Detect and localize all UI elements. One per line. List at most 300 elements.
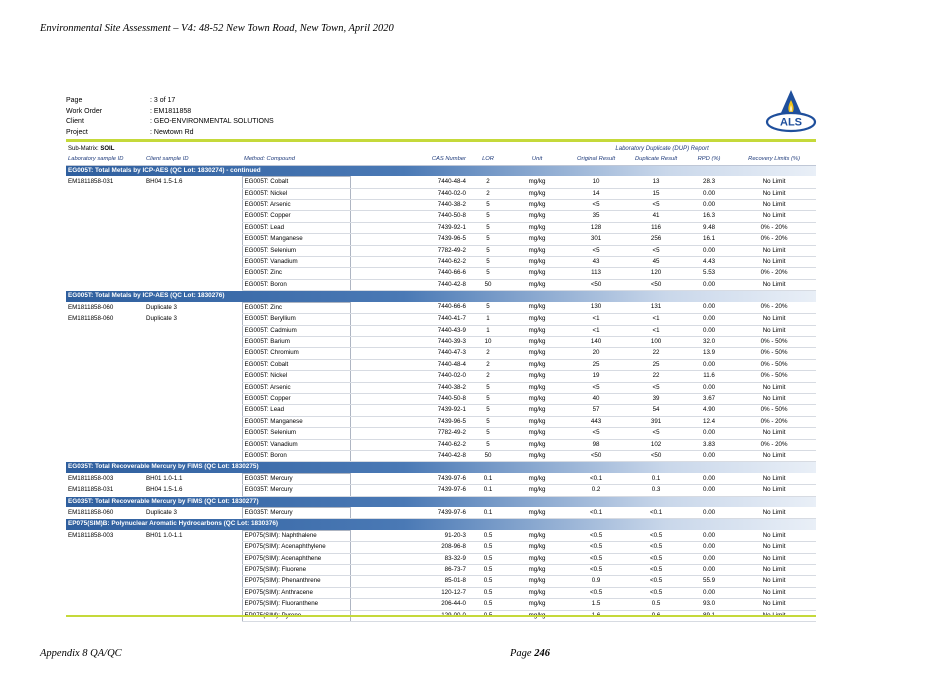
page-number: 246: [534, 648, 550, 659]
cell-rpd: 55.9: [686, 576, 732, 587]
table-row: [66, 359, 816, 370]
cell-method-compound: EG005T: Lead: [242, 222, 350, 233]
cell-method-compound: EG005T: Selenium: [242, 245, 350, 256]
cell-original-result: <5: [566, 428, 626, 439]
cell-rpd: 3.83: [686, 439, 732, 450]
cell-client-sample-id: [144, 211, 242, 222]
cell-client-sample-id: [144, 348, 242, 359]
cell-method-compound: EG035T: Mercury: [242, 485, 350, 496]
cell-unit: mg/kg: [508, 200, 566, 211]
cell-rpd: 0.00: [686, 302, 732, 313]
cell-recovery-limits: No Limit: [732, 325, 816, 336]
cell-method-compound: EG005T: Manganese: [242, 416, 350, 427]
page-label: Page: [510, 648, 532, 659]
cell-recovery-limits: No Limit: [732, 473, 816, 484]
table-row: [66, 587, 816, 598]
cell-client-sample-id: [144, 234, 242, 245]
cell-cas-number: 7440-02-0: [350, 371, 468, 382]
submatrix-cell: [66, 144, 508, 154]
cell-unit: mg/kg: [508, 450, 566, 461]
duplicate-report-table: [66, 144, 816, 622]
section-title: EG005T: Total Metals by ICP-AES (QC Lot: 1830274) - continued: [66, 165, 816, 176]
cell-duplicate-result: 0.1: [626, 473, 686, 484]
cell-lab-sample-id: [66, 405, 144, 416]
cell-lor: 10: [468, 336, 508, 347]
cell-duplicate-result: <5: [626, 428, 686, 439]
cell-cas-number: 7440-39-3: [350, 336, 468, 347]
cell-client-sample-id: [144, 188, 242, 199]
cell-lab-sample-id: EM1811858-060: [68, 509, 114, 516]
cell-lor: 0.5: [468, 553, 508, 564]
cell-unit: mg/kg: [508, 257, 566, 268]
cell-duplicate-result: <0.5: [626, 553, 686, 564]
cell-rpd: 9.48: [686, 222, 732, 233]
col-recovery-limits: Recovery Limits (%): [732, 154, 816, 165]
cell-method-compound: EG005T: Vanadium: [242, 439, 350, 450]
cell-cas-number: 7440-38-2: [350, 200, 468, 211]
cell-client-sample-id: [144, 416, 242, 427]
meta-label: Client: [66, 118, 84, 125]
cell-duplicate-result: 131: [626, 302, 686, 313]
cell-method-compound: EG005T: Barium: [242, 336, 350, 347]
table-row: [66, 245, 816, 256]
cell-duplicate-result: 45: [626, 257, 686, 268]
cell-duplicate-result: 391: [626, 416, 686, 427]
cell-cas-number: 7439-96-5: [350, 234, 468, 245]
cell-method-compound: EP075(SIM): Phenanthrene: [242, 576, 350, 587]
cell-cas-number: 7440-41-7: [350, 314, 468, 325]
cell-cas-number: 7440-43-9: [350, 325, 468, 336]
table-row: [66, 371, 816, 382]
cell-rpd: 4.43: [686, 257, 732, 268]
cell-cas-number: 7440-50-8: [350, 393, 468, 404]
table-row: [66, 428, 816, 439]
cell-lab-sample-id: [66, 393, 144, 404]
cell-method-compound: EG005T: Copper: [242, 211, 350, 222]
cell-method-compound: EG005T: Boron: [242, 279, 350, 290]
cell-client-sample-id: [144, 428, 242, 439]
cell-duplicate-result: 102: [626, 439, 686, 450]
cell-original-result: <0.5: [566, 553, 626, 564]
cell-original-result: 130: [566, 302, 626, 313]
cell-lab-sample-id: [66, 325, 144, 336]
cell-lor: 0.5: [468, 576, 508, 587]
cell-rpd: 0.00: [686, 565, 732, 576]
cell-original-result: 0.2: [566, 485, 626, 496]
cell-duplicate-result: 256: [626, 234, 686, 245]
cell-cas-number: 7439-97-6: [350, 485, 468, 496]
cell-lab-sample-id: [66, 450, 144, 461]
cell-original-result: 10: [566, 177, 626, 188]
cell-original-result: 19: [566, 371, 626, 382]
cell-unit: mg/kg: [508, 268, 566, 279]
cell-original-result: 301: [566, 234, 626, 245]
cell-duplicate-result: 22: [626, 371, 686, 382]
meta-row: [66, 96, 274, 107]
cell-rpd: 0.00: [686, 279, 732, 290]
cell-lab-sample-id: [66, 587, 144, 598]
cell-client-sample-id: [144, 450, 242, 461]
cell-lor: 2: [468, 359, 508, 370]
cell-lor: 5: [468, 382, 508, 393]
cell-lor: 5: [468, 234, 508, 245]
cell-unit: mg/kg: [508, 587, 566, 598]
cell-lor: 0.5: [468, 587, 508, 598]
header-rule: [66, 139, 816, 142]
cell-cas-number: 7439-92-1: [350, 405, 468, 416]
footer-rule: [66, 615, 816, 617]
als-logo: [764, 88, 818, 134]
table-row: [66, 508, 816, 519]
section-title: EP075(SIM)B: Polynuclear Aromatic Hydrocarbons (QC Lot: 1830376): [66, 519, 816, 530]
document-header: Environmental Site Assessment – V4: 48-52 New Town Road, New Town, April 2020: [40, 23, 394, 34]
cell-method-compound: EG005T: Nickel: [242, 188, 350, 199]
cell-cas-number: 7440-66-6: [350, 302, 468, 313]
meta-label: Page: [66, 97, 83, 104]
cell-lab-sample-id: [66, 188, 144, 199]
cell-lor: 5: [468, 439, 508, 450]
cell-rpd: 0.00: [686, 245, 732, 256]
cell-original-result: 443: [566, 416, 626, 427]
cell-recovery-limits: 0% - 20%: [732, 416, 816, 427]
cell-lab-sample-id: [66, 268, 144, 279]
cell-cas-number: 120-12-7: [350, 587, 468, 598]
report-meta: [66, 96, 274, 138]
cell-lor: 5: [468, 428, 508, 439]
cell-lor: 0.1: [468, 508, 508, 519]
cell-original-result: <0.5: [566, 587, 626, 598]
cell-method-compound: EG005T: Cadmium: [242, 325, 350, 336]
cell-rpd: 0.00: [686, 200, 732, 211]
cell-duplicate-result: 25: [626, 359, 686, 370]
cell-original-result: <1: [566, 325, 626, 336]
cell-lab-sample-id: [66, 234, 144, 245]
cell-duplicate-result: 120: [626, 268, 686, 279]
meta-row: [66, 117, 274, 128]
cell-lor: 2: [468, 371, 508, 382]
cell-rpd: 0.00: [686, 542, 732, 553]
cell-method-compound: EG005T: Boron: [242, 450, 350, 461]
cell-duplicate-result: <5: [626, 382, 686, 393]
cell-original-result: 1.5: [566, 599, 626, 610]
table-row: [66, 542, 816, 553]
col-method-compound: Method: Compound: [242, 154, 350, 165]
table-row: [66, 382, 816, 393]
col-cas-number: CAS Number: [350, 154, 468, 165]
cell-cas-number: 7440-48-4: [350, 177, 468, 188]
section-header: [66, 519, 816, 530]
cell-unit: mg/kg: [508, 576, 566, 587]
cell-unit: mg/kg: [508, 485, 566, 496]
cell-unit: mg/kg: [508, 508, 566, 519]
table-row: [66, 576, 816, 587]
cell-client-sample-id: [144, 565, 242, 576]
table-row: [66, 393, 816, 404]
cell-duplicate-result: 39: [626, 393, 686, 404]
cell-duplicate-result: 0.5: [626, 599, 686, 610]
cell-method-compound: EP075(SIM): Acenaphthylene: [242, 542, 350, 553]
cell-recovery-limits: No Limit: [732, 599, 816, 610]
cell-lor: 5: [468, 302, 508, 313]
cell-method-compound: EG005T: Selenium: [242, 428, 350, 439]
cell-client-sample-id: [144, 371, 242, 382]
cell-rpd: 16.3: [686, 211, 732, 222]
cell-method-compound: EG035T: Mercury: [242, 508, 350, 519]
cell-recovery-limits: 0% - 50%: [732, 405, 816, 416]
cell-recovery-limits: 0% - 20%: [732, 268, 816, 279]
cell-duplicate-result: 54: [626, 405, 686, 416]
cell-cas-number: 206-44-0: [350, 599, 468, 610]
cell-rpd: 0.00: [686, 485, 732, 496]
cell-unit: mg/kg: [508, 553, 566, 564]
cell-client-sample-id: [144, 222, 242, 233]
cell-method-compound: EP075(SIM): Fluorene: [242, 565, 350, 576]
cell-unit: mg/kg: [508, 325, 566, 336]
cell-duplicate-result: 22: [626, 348, 686, 359]
cell-lab-sample-id: [66, 428, 144, 439]
cell-original-result: 98: [566, 439, 626, 450]
logo-text: ALS: [780, 116, 802, 129]
cell-cas-number: 91-20-3: [350, 530, 468, 541]
cell-duplicate-result: 15: [626, 188, 686, 199]
cell-original-result: <1: [566, 314, 626, 325]
cell-cas-number: 7782-49-2: [350, 428, 468, 439]
cell-recovery-limits: No Limit: [732, 393, 816, 404]
cell-lor: 1: [468, 314, 508, 325]
dup-report-heading: Laboratory Duplicate (DUP) Report: [615, 146, 709, 152]
cell-lor: 5: [468, 222, 508, 233]
cell-unit: mg/kg: [508, 393, 566, 404]
cell-rpd: 0.00: [686, 314, 732, 325]
cell-cas-number: 7440-42-8: [350, 450, 468, 461]
cell-lor: 2: [468, 348, 508, 359]
col-unit: Unit: [508, 154, 566, 165]
table-row: [66, 279, 816, 290]
cell-lab-sample-id: [66, 371, 144, 382]
cell-cas-number: 7440-62-2: [350, 257, 468, 268]
cell-unit: mg/kg: [508, 336, 566, 347]
table-row: [66, 257, 816, 268]
col-lor: LOR: [468, 154, 508, 165]
cell-recovery-limits: 0% - 50%: [732, 348, 816, 359]
cell-cas-number: 7440-50-8: [350, 211, 468, 222]
cell-method-compound: EG005T: Nickel: [242, 371, 350, 382]
cell-unit: mg/kg: [508, 359, 566, 370]
cell-unit: mg/kg: [508, 473, 566, 484]
cell-client-sample-id: [144, 576, 242, 587]
cell-original-result: 113: [566, 268, 626, 279]
cell-client-sample-id: [144, 439, 242, 450]
cell-client-sample-id: [144, 359, 242, 370]
cell-method-compound: EG005T: Cobalt: [242, 177, 350, 188]
cell-recovery-limits: No Limit: [732, 257, 816, 268]
cell-lor: 0.1: [468, 473, 508, 484]
cell-recovery-limits: No Limit: [732, 576, 816, 587]
cell-cas-number: 7440-62-2: [350, 439, 468, 450]
cell-duplicate-result: <5: [626, 245, 686, 256]
cell-recovery-limits: No Limit: [732, 211, 816, 222]
cell-cas-number: 7440-48-4: [350, 359, 468, 370]
cell-unit: mg/kg: [508, 371, 566, 382]
cell-duplicate-result: <0.5: [626, 542, 686, 553]
cell-lab-sample-id: [66, 348, 144, 359]
cell-client-sample-id: [144, 542, 242, 553]
cell-lab-sample-id: [66, 200, 144, 211]
cell-lor: 50: [468, 450, 508, 461]
cell-recovery-limits: No Limit: [732, 485, 816, 496]
cell-recovery-limits: 0% - 20%: [732, 439, 816, 450]
cell-lor: 0.5: [468, 599, 508, 610]
cell-rpd: 0.00: [686, 553, 732, 564]
cell-duplicate-result: 100: [626, 336, 686, 347]
cell-cas-number: 7439-96-5: [350, 416, 468, 427]
meta-value: : GEO-ENVIRONMENTAL SOLUTIONS: [150, 117, 274, 128]
table-row: [66, 314, 816, 325]
cell-recovery-limits: No Limit: [732, 508, 816, 519]
cell-recovery-limits: No Limit: [732, 314, 816, 325]
cell-unit: mg/kg: [508, 405, 566, 416]
section-header: [66, 291, 816, 302]
cell-unit: mg/kg: [508, 530, 566, 541]
cell-original-result: <5: [566, 245, 626, 256]
cell-original-result: <0.1: [566, 508, 626, 519]
cell-rpd: 3.67: [686, 393, 732, 404]
cell-method-compound: EP075(SIM): Fluoranthene: [242, 599, 350, 610]
cell-rpd: 0.00: [686, 587, 732, 598]
table-row: [66, 450, 816, 461]
meta-value: : 3 of 17: [150, 96, 175, 107]
cell-client-sample-id: BH04 1.5-1.6: [146, 178, 183, 186]
cell-method-compound: EG005T: Chromium: [242, 348, 350, 359]
table-row: [66, 439, 816, 450]
cell-unit: mg/kg: [508, 382, 566, 393]
cell-unit: mg/kg: [508, 428, 566, 439]
table-row: [66, 485, 816, 496]
cell-method-compound: EG035T: Mercury: [242, 473, 350, 484]
cell-rpd: 0.00: [686, 359, 732, 370]
cell-recovery-limits: No Limit: [732, 450, 816, 461]
cell-rpd: 11.6: [686, 371, 732, 382]
meta-value: : EM1811858: [150, 107, 191, 118]
cell-rpd: 16.1: [686, 234, 732, 245]
cell-original-result: 140: [566, 336, 626, 347]
cell-method-compound: EG005T: Arsenic: [242, 382, 350, 393]
meta-label: Work Order: [66, 107, 103, 115]
table-row: [66, 234, 816, 245]
cell-lor: 2: [468, 177, 508, 188]
section-title: EG005T: Total Metals by ICP-AES (QC Lot: 1830276): [66, 291, 816, 302]
table-row: [66, 565, 816, 576]
cell-duplicate-result: <0.5: [626, 576, 686, 587]
cell-cas-number: 208-96-8: [350, 542, 468, 553]
cell-unit: mg/kg: [508, 211, 566, 222]
cell-original-result: <0.1: [566, 473, 626, 484]
cell-duplicate-result: <0.5: [626, 530, 686, 541]
cell-recovery-limits: No Limit: [732, 587, 816, 598]
cell-client-sample-id: [144, 393, 242, 404]
cell-method-compound: EG005T: Cobalt: [242, 359, 350, 370]
cell-original-result: 40: [566, 393, 626, 404]
cell-original-result: 43: [566, 257, 626, 268]
cell-duplicate-result: <0.5: [626, 587, 686, 598]
cell-client-sample-id: Duplicate 3: [146, 315, 177, 323]
cell-unit: mg/kg: [508, 302, 566, 313]
submatrix-row: [66, 144, 816, 154]
table-row: [66, 200, 816, 211]
table-row: [66, 348, 816, 359]
cell-method-compound: EG005T: Lead: [242, 405, 350, 416]
col-client-sample-id: Client sample ID: [144, 154, 242, 165]
table-row: [66, 473, 816, 484]
cell-lab-sample-id: EM1811858-060: [68, 315, 114, 323]
cell-lab-sample-id: [66, 553, 144, 564]
cell-lab-sample-id: [66, 416, 144, 427]
meta-row: [66, 128, 274, 139]
cell-recovery-limits: No Limit: [732, 553, 816, 564]
table-row: [66, 530, 816, 541]
submatrix-value: SOIL: [100, 146, 115, 152]
cell-original-result: 35: [566, 211, 626, 222]
document-footer-page: [510, 648, 550, 659]
cell-rpd: 0.00: [686, 382, 732, 393]
cell-lor: 5: [468, 245, 508, 256]
table-row: [66, 211, 816, 222]
cell-rpd: 32.0: [686, 336, 732, 347]
cell-method-compound: EG005T: Beryllium: [242, 314, 350, 325]
cell-lab-sample-id: [66, 359, 144, 370]
cell-lab-sample-id: EM1811858-031: [68, 178, 114, 186]
cell-method-compound: EG005T: Arsenic: [242, 200, 350, 211]
cell-method-compound: EP075(SIM): Naphthalene: [242, 530, 350, 541]
cell-cas-number: 7439-97-6: [350, 508, 468, 519]
cell-lab-sample-id: [66, 222, 144, 233]
cell-recovery-limits: 0% - 50%: [732, 336, 816, 347]
cell-duplicate-result: 41: [626, 211, 686, 222]
cell-cas-number: 7440-66-6: [350, 268, 468, 279]
cell-recovery-limits: 0% - 20%: [732, 222, 816, 233]
section-header: [66, 165, 816, 176]
cell-duplicate-result: <5: [626, 200, 686, 211]
submatrix-label: Sub-Matrix:: [68, 146, 99, 152]
cell-client-sample-id: [144, 336, 242, 347]
cell-recovery-limits: 0% - 50%: [732, 371, 816, 382]
cell-client-sample-id: Duplicate 3: [146, 509, 177, 516]
cell-cas-number: 7439-92-1: [350, 222, 468, 233]
cell-recovery-limits: No Limit: [732, 382, 816, 393]
cell-client-sample-id: [144, 382, 242, 393]
cell-rpd: 13.9: [686, 348, 732, 359]
cell-client-sample-id: [144, 587, 242, 598]
cell-lor: 0.5: [468, 530, 508, 541]
meta-label: Project: [66, 128, 88, 136]
cell-duplicate-result: <50: [626, 450, 686, 461]
cell-unit: mg/kg: [508, 542, 566, 553]
cell-duplicate-result: <1: [626, 325, 686, 336]
section-title: EG035T: Total Recoverable Mercury by FIMS (QC Lot: 1830277): [66, 496, 816, 507]
cell-lab-sample-id: EM1811858-003: [68, 474, 114, 482]
col-original-result: Original Result: [566, 154, 626, 165]
cell-original-result: 20: [566, 348, 626, 359]
cell-recovery-limits: No Limit: [732, 200, 816, 211]
cell-duplicate-result: <0.5: [626, 565, 686, 576]
table-row: [66, 222, 816, 233]
cell-lab-sample-id: [66, 245, 144, 256]
cell-lab-sample-id: [66, 576, 144, 587]
cell-client-sample-id: [144, 553, 242, 564]
cell-cas-number: 7782-49-2: [350, 245, 468, 256]
cell-original-result: <50: [566, 450, 626, 461]
cell-lor: 5: [468, 200, 508, 211]
